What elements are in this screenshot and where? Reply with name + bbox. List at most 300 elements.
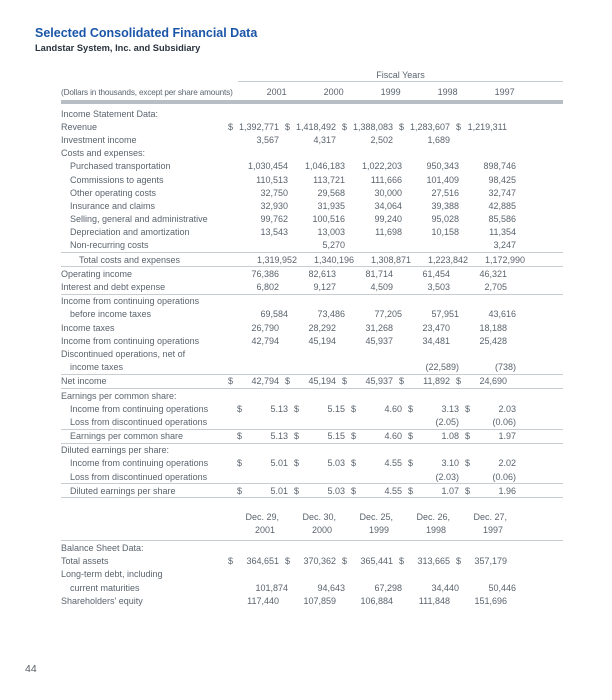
- cell-value: 57,951: [431, 309, 459, 320]
- cell-value: 4.55: [384, 458, 402, 469]
- row-label: Total costs and expenses: [79, 254, 181, 265]
- currency-symbol: $: [294, 431, 300, 442]
- currency-symbol: $: [342, 121, 348, 132]
- cell-value: 5.01: [270, 485, 288, 496]
- cell-value: 5.13: [270, 403, 288, 414]
- value-cell: [459, 583, 516, 593]
- cell-value: 1,219,311: [467, 121, 507, 132]
- value-cell: [345, 161, 402, 171]
- cell-value: 101,874: [255, 582, 288, 593]
- table-row: [61, 484, 563, 498]
- cell-value: 76,386: [251, 268, 279, 279]
- table-row: [61, 375, 563, 389]
- cell-value: 98,425: [488, 174, 516, 185]
- currency-symbol: $: [465, 403, 471, 414]
- currency-symbol: $: [228, 121, 234, 132]
- value-cell: [345, 404, 402, 414]
- date-column-header: [336, 511, 393, 536]
- cell-value: 5.15: [327, 431, 345, 442]
- value-cell: [288, 458, 345, 468]
- cell-value: 950,343: [426, 161, 459, 172]
- table-row: [61, 295, 563, 308]
- cell-value: 95,028: [431, 214, 459, 225]
- value-cell: [402, 175, 459, 185]
- value-cell: [450, 336, 507, 346]
- value-cell: [459, 458, 516, 468]
- cell-value: 6,802: [256, 282, 279, 293]
- value-cell: [336, 122, 393, 132]
- value-cell: [345, 431, 402, 441]
- cell-value: 99,240: [374, 214, 402, 225]
- value-cell: [345, 309, 402, 319]
- row-label: Other operating costs: [70, 187, 157, 198]
- page-subtitle: Landstar System, Inc. and Subsidiary: [35, 43, 201, 53]
- value-cell: [345, 175, 402, 185]
- value-cell: [345, 458, 402, 468]
- value-cell: [279, 376, 336, 386]
- table-row: [61, 457, 563, 470]
- cell-value: 5.15: [327, 403, 345, 414]
- cell-value: 5.03: [327, 485, 345, 496]
- cell-value: 1,283,607: [409, 121, 450, 132]
- table-row: [61, 389, 563, 402]
- value-cell: [279, 269, 336, 279]
- cell-value: 4,317: [313, 134, 336, 145]
- value-cell: [459, 417, 516, 427]
- value-cell: [450, 282, 507, 292]
- cell-value: 151,696: [474, 595, 507, 606]
- value-cell: [222, 596, 279, 606]
- cell-value: 11,354: [489, 227, 516, 238]
- row-label: Revenue: [61, 121, 98, 132]
- value-cell: [459, 214, 516, 224]
- currency-symbol: $: [465, 458, 471, 469]
- cell-value: 1,046,183: [304, 161, 345, 172]
- cell-value: 69,584: [260, 309, 288, 320]
- cell-value: 3,247: [493, 240, 516, 251]
- balance-sheet-section: [61, 541, 563, 607]
- value-cell: [459, 161, 516, 171]
- cell-value: 3,503: [427, 282, 450, 293]
- value-cell: [279, 556, 336, 566]
- value-cell: [459, 472, 516, 482]
- currency-symbol: $: [408, 485, 414, 496]
- value-cell: [288, 227, 345, 237]
- value-cell: [450, 596, 507, 606]
- value-cell: [288, 201, 345, 211]
- table-row: [61, 361, 563, 375]
- cell-value: 898,746: [483, 161, 516, 172]
- value-cell: [222, 282, 279, 292]
- value-cell: [222, 323, 279, 333]
- value-cell: [336, 556, 393, 566]
- table-row: [61, 186, 563, 199]
- cell-value: (2.05): [435, 416, 459, 427]
- row-label: Income Statement Data:: [61, 108, 159, 119]
- currency-symbol: $: [399, 376, 405, 387]
- cell-value: 111,848: [418, 595, 450, 606]
- row-label: Loss from discontinued operations: [70, 471, 208, 482]
- value-cell: [336, 336, 393, 346]
- date-column-header: [450, 511, 507, 536]
- value-cell: [288, 161, 345, 171]
- date-line: Dec. 30,: [302, 512, 336, 523]
- row-label: Balance Sheet Data:: [61, 543, 144, 554]
- date-column-header: [222, 511, 279, 536]
- cell-value: 1,308,871: [370, 254, 411, 265]
- currency-symbol: $: [408, 458, 414, 469]
- table-row: [61, 581, 563, 594]
- cell-value: 100,516: [312, 214, 345, 225]
- currency-symbol: $: [465, 431, 471, 442]
- cell-value: 11,892: [423, 376, 450, 387]
- table-row: [61, 267, 563, 280]
- value-cell: [393, 323, 450, 333]
- cell-value: 5,270: [322, 240, 345, 251]
- cell-value: 31,268: [365, 322, 393, 333]
- currency-symbol: $: [465, 485, 471, 496]
- value-cell: [279, 135, 336, 145]
- year-column-header: 1998: [437, 87, 458, 97]
- cell-value: 1,030,454: [247, 161, 288, 172]
- value-cell: [402, 188, 459, 198]
- cell-value: 26,790: [251, 322, 279, 333]
- value-cell: [393, 122, 450, 132]
- cell-value: 23,470: [422, 322, 450, 333]
- row-label: Income from continuing operations: [61, 296, 200, 307]
- value-cell: [345, 188, 402, 198]
- row-label: Income taxes: [61, 322, 115, 333]
- cell-value: 99,762: [260, 214, 288, 225]
- currency-symbol: $: [351, 403, 357, 414]
- cell-value: 61,454: [422, 268, 450, 279]
- cell-value: 13,543: [260, 227, 288, 238]
- row-label: Discontinued operations, net of: [61, 348, 186, 359]
- date-line: Dec. 25,: [359, 512, 393, 523]
- cell-value: 31,935: [317, 200, 345, 211]
- table-row: [61, 173, 563, 186]
- value-cell: [231, 309, 288, 319]
- currency-symbol: $: [351, 431, 357, 442]
- cell-value: 117,440: [247, 595, 279, 606]
- value-cell: [450, 556, 507, 566]
- value-cell: [288, 583, 345, 593]
- cell-value: 2.03: [498, 403, 516, 414]
- currency-symbol: $: [285, 121, 291, 132]
- row-label: Interest and debt expense: [61, 282, 166, 293]
- currency-symbol: $: [399, 121, 405, 132]
- cell-value: 67,298: [374, 582, 402, 593]
- value-cell: [459, 201, 516, 211]
- cell-value: 25,428: [479, 335, 507, 346]
- table-row: [61, 415, 563, 429]
- cell-value: 50,446: [488, 582, 516, 593]
- value-cell: [240, 255, 297, 265]
- cell-value: 1,689: [427, 134, 450, 145]
- table-row: [61, 160, 563, 173]
- value-cell: [345, 201, 402, 211]
- year-column-header: 1997: [494, 87, 515, 97]
- value-cell: [393, 269, 450, 279]
- cell-value: 46,321: [479, 268, 507, 279]
- value-cell: [222, 376, 279, 386]
- fiscal-years-label: Fiscal Years: [238, 70, 563, 82]
- value-cell: [459, 362, 516, 372]
- table-row: [61, 253, 563, 267]
- value-cell: [393, 282, 450, 292]
- currency-symbol: $: [285, 556, 291, 567]
- table-row: [61, 470, 563, 484]
- cell-value: 1,172,990: [484, 254, 525, 265]
- value-cell: [288, 240, 345, 250]
- row-label: Commissions to agents: [70, 174, 164, 185]
- value-cell: [459, 431, 516, 441]
- value-cell: [393, 336, 450, 346]
- table-row: [61, 347, 563, 360]
- year-column-header: 1999: [380, 87, 401, 97]
- value-cell: [336, 135, 393, 145]
- table-row: [61, 147, 563, 160]
- value-cell: [279, 596, 336, 606]
- cell-value: 82,613: [308, 268, 336, 279]
- value-cell: [231, 583, 288, 593]
- cell-value: 4.60: [384, 431, 402, 442]
- value-cell: [222, 336, 279, 346]
- cell-value: 34,064: [374, 200, 402, 211]
- value-cell: [450, 376, 507, 386]
- dates-end-spacer: [507, 511, 563, 536]
- cell-value: 4,509: [370, 282, 393, 293]
- date-line: Dec. 27,: [473, 512, 507, 523]
- row-label: Selling, general and administrative: [70, 214, 208, 225]
- value-cell: [231, 201, 288, 211]
- value-cell: [231, 404, 288, 414]
- cell-value: 1,022,203: [361, 161, 402, 172]
- row-label: Earnings per common share:: [61, 390, 177, 401]
- cell-value: 18,188: [479, 322, 507, 333]
- cell-value: 27,516: [431, 187, 459, 198]
- cell-value: 32,930: [260, 200, 288, 211]
- value-cell: [279, 122, 336, 132]
- cell-value: 5.03: [327, 458, 345, 469]
- value-cell: [222, 269, 279, 279]
- cell-value: 13,003: [317, 227, 345, 238]
- table-row: [61, 334, 563, 347]
- date-year-line: 2000: [311, 524, 332, 535]
- cell-value: 30,000: [374, 187, 402, 198]
- cell-value: 111,666: [370, 174, 402, 185]
- value-cell: [393, 135, 450, 145]
- cell-value: 29,568: [317, 187, 345, 198]
- value-cell: [288, 404, 345, 414]
- date-year-line: 1997: [482, 524, 503, 535]
- value-cell: [231, 486, 288, 496]
- column-header-row: [61, 82, 563, 97]
- cell-value: 42,794: [251, 376, 279, 387]
- row-label: Costs and expenses:: [61, 148, 146, 159]
- value-cell: [288, 486, 345, 496]
- cell-value: 42,794: [251, 335, 279, 346]
- value-cell: [468, 255, 525, 265]
- currency-symbol: $: [294, 403, 300, 414]
- value-cell: [393, 376, 450, 386]
- cell-value: 1,340,196: [313, 254, 354, 265]
- row-label: current maturities: [70, 582, 140, 593]
- row-label: Long-term debt, including: [61, 569, 163, 580]
- row-label: income taxes: [70, 362, 124, 373]
- cell-value: 85,586: [488, 214, 516, 225]
- cell-value: 5.01: [270, 458, 288, 469]
- cell-value: 34,481: [422, 335, 450, 346]
- financial-data-table: [61, 69, 563, 607]
- value-cell: [459, 404, 516, 414]
- balance-sheet-dates-header: [61, 511, 563, 541]
- currency-symbol: $: [285, 376, 291, 387]
- row-label: Diluted earnings per share:: [61, 445, 170, 456]
- value-cell: [231, 175, 288, 185]
- currency-symbol: $: [351, 485, 357, 496]
- currency-symbol: $: [456, 376, 462, 387]
- value-cell: [402, 404, 459, 414]
- row-label: Diluted earnings per share: [70, 485, 176, 496]
- currency-symbol: $: [228, 376, 234, 387]
- table-row: [61, 568, 563, 581]
- cell-value: 357,179: [474, 556, 507, 567]
- cell-value: 24,690: [479, 376, 507, 387]
- cell-value: 4.60: [384, 403, 402, 414]
- cell-value: 43,616: [488, 309, 516, 320]
- cell-value: (2.03): [435, 471, 459, 482]
- value-cell: [402, 458, 459, 468]
- currency-symbol: $: [294, 458, 300, 469]
- date-line: Dec. 29,: [245, 512, 279, 523]
- value-cell: [279, 336, 336, 346]
- value-cell: [402, 214, 459, 224]
- value-cell: [231, 227, 288, 237]
- value-cell: [231, 214, 288, 224]
- table-row: [61, 541, 563, 554]
- cell-value: (0.06): [492, 471, 516, 482]
- value-cell: [459, 309, 516, 319]
- date-line: Dec. 26,: [416, 512, 450, 523]
- year-column-header: 2001: [266, 87, 287, 97]
- cell-value: 1.07: [441, 485, 459, 496]
- cell-value: 3.13: [441, 403, 459, 414]
- table-row: [61, 107, 563, 120]
- value-cell: [402, 201, 459, 211]
- cell-value: (0.06): [492, 416, 516, 427]
- value-cell: [402, 417, 459, 427]
- table-row: [61, 555, 563, 568]
- date-year-line: 1999: [368, 524, 389, 535]
- value-cell: [459, 175, 516, 185]
- row-label: Earnings per common share: [70, 431, 184, 442]
- cell-value: 1,223,842: [427, 254, 468, 265]
- value-cell: [402, 309, 459, 319]
- cell-value: 2,705: [484, 282, 507, 293]
- cell-value: 1.08: [441, 431, 459, 442]
- row-label: Depreciation and amortization: [70, 227, 190, 238]
- value-cell: [402, 362, 459, 372]
- value-cell: [279, 282, 336, 292]
- value-cell: [354, 255, 411, 265]
- currency-symbol: $: [342, 556, 348, 567]
- value-cell: [336, 269, 393, 279]
- units-note: (Dollars in thousands, except per share amounts): [61, 88, 233, 97]
- cell-value: 32,747: [488, 187, 516, 198]
- value-cell: [402, 472, 459, 482]
- date-year-line: 2001: [254, 524, 275, 535]
- value-cell: [297, 255, 354, 265]
- currency-symbol: $: [237, 485, 243, 496]
- table-row: [61, 199, 563, 212]
- value-cell: [459, 227, 516, 237]
- cell-value: 10,158: [431, 227, 459, 238]
- value-cell: [336, 376, 393, 386]
- cell-value: 106,884: [360, 595, 393, 606]
- row-label: Net income: [61, 376, 107, 387]
- value-cell: [288, 214, 345, 224]
- cell-value: 3.10: [441, 458, 459, 469]
- table-row: [61, 226, 563, 239]
- currency-symbol: $: [456, 121, 462, 132]
- value-cell: [336, 596, 393, 606]
- value-cell: [345, 214, 402, 224]
- income-statement-section: [61, 107, 563, 498]
- cell-value: 365,441: [360, 556, 393, 567]
- row-label: Operating income: [61, 268, 133, 279]
- cell-value: 313,665: [417, 556, 450, 567]
- value-cell: [459, 240, 516, 250]
- cell-value: 45,194: [308, 335, 336, 346]
- currency-symbol: $: [237, 431, 243, 442]
- table-row: [61, 239, 563, 253]
- value-cell: [222, 122, 279, 132]
- row-label: Investment income: [61, 134, 137, 145]
- table-row: [61, 308, 563, 321]
- table-row: [61, 133, 563, 146]
- value-cell: [393, 556, 450, 566]
- cell-value: 94,643: [317, 582, 345, 593]
- currency-symbol: $: [237, 458, 243, 469]
- value-cell: [231, 188, 288, 198]
- cell-value: 1,388,083: [352, 121, 393, 132]
- cell-value: 28,292: [308, 322, 336, 333]
- table-row: [61, 280, 563, 294]
- row-label: Insurance and claims: [70, 200, 156, 211]
- value-cell: [345, 486, 402, 496]
- date-year-line: 1998: [425, 524, 446, 535]
- value-cell: [336, 282, 393, 292]
- cell-value: 370,362: [303, 556, 336, 567]
- currency-symbol: $: [351, 458, 357, 469]
- cell-value: 45,937: [365, 335, 393, 346]
- page-title: Selected Consolidated Financial Data: [35, 26, 258, 40]
- value-cell: [288, 309, 345, 319]
- value-cell: [402, 227, 459, 237]
- table-row: [61, 120, 563, 133]
- value-cell: [336, 323, 393, 333]
- row-label: Income from continuing operations: [70, 458, 209, 469]
- value-cell: [345, 583, 402, 593]
- cell-value: (738): [494, 362, 516, 373]
- cell-value: 45,194: [308, 376, 336, 387]
- table-row: [61, 594, 563, 607]
- value-cell: [222, 135, 279, 145]
- cell-value: 364,651: [246, 556, 279, 567]
- cell-value: 77,205: [374, 309, 402, 320]
- value-cell: [402, 431, 459, 441]
